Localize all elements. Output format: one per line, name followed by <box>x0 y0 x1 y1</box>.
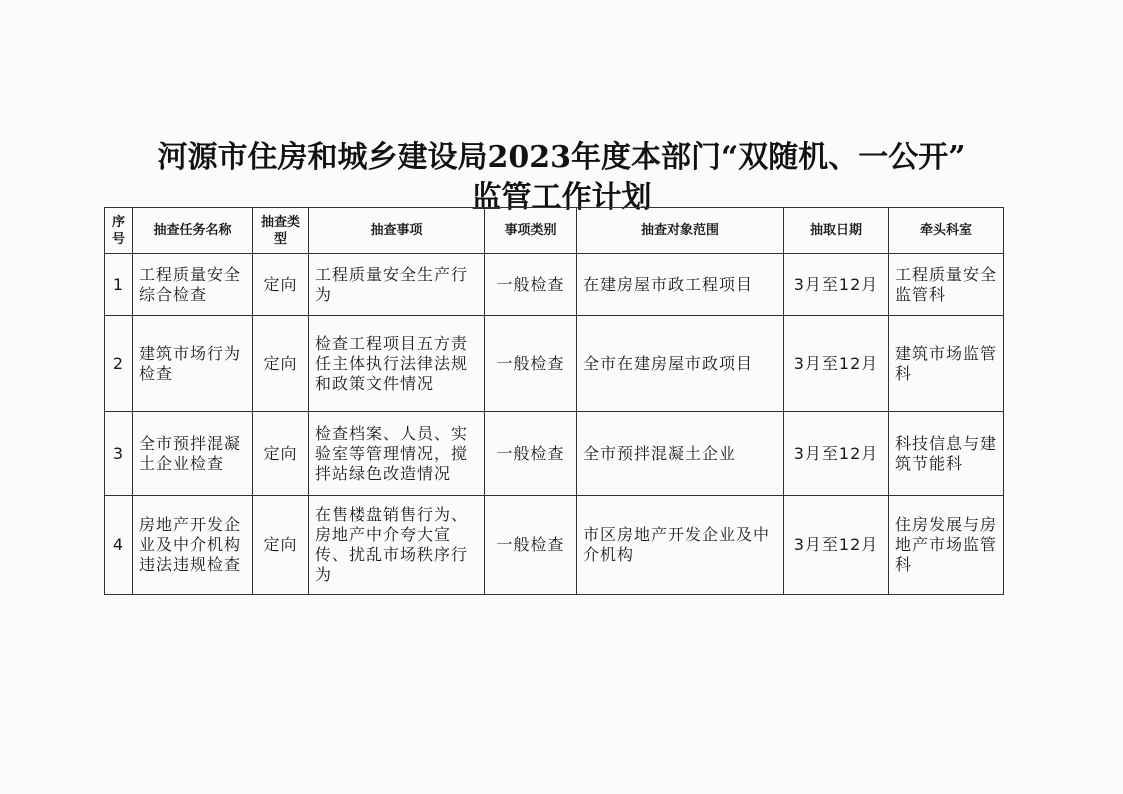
cell-draw-date: 3月至12月 <box>784 412 889 496</box>
cell-draw-date: 3月至12月 <box>784 496 889 595</box>
table-row <box>105 254 1004 316</box>
cell-seq: 1 <box>105 254 133 316</box>
cell-check-items: 检查工程项目五方责任主体执行法律法规和政策文件情况 <box>309 316 485 412</box>
cell-item-category: 一般检查 <box>485 412 577 496</box>
cell-check-type: 定向 <box>253 254 309 316</box>
cell-lead-department: 建筑市场监管科 <box>889 316 1004 412</box>
cell-lead-department: 科技信息与建筑节能科 <box>889 412 1004 496</box>
document-subtitle: 监管工作计划 <box>471 180 652 215</box>
cell-task-name: 建筑市场行为检查 <box>133 316 253 412</box>
inspection-plan-table <box>104 207 1004 595</box>
cell-seq: 2 <box>105 316 133 412</box>
cell-check-items: 在售楼盘销售行为、房地产中介夸大宣传、扰乱市场秩序行为 <box>309 496 485 595</box>
cell-check-type: 定向 <box>253 316 309 412</box>
cell-seq: 3 <box>105 412 133 496</box>
cell-item-category: 一般检查 <box>485 316 577 412</box>
cell-draw-date: 3月至12月 <box>784 254 889 316</box>
cell-target-scope: 市区房地产开发企业及中介机构 <box>577 496 784 595</box>
cell-item-category: 一般检查 <box>485 254 577 316</box>
cell-lead-department: 工程质量安全监管科 <box>889 254 1004 316</box>
table-row <box>105 496 1004 595</box>
table-row <box>105 316 1004 412</box>
cell-check-items: 工程质量安全生产行为 <box>309 254 485 316</box>
header-lead-department: 牵头科室 <box>889 208 1004 254</box>
cell-check-type: 定向 <box>253 412 309 496</box>
header-check-items: 抽查事项 <box>309 208 485 254</box>
cell-target-scope: 在建房屋市政工程项目 <box>577 254 784 316</box>
header-target-scope: 抽查对象范围 <box>577 208 784 254</box>
document-title: 河源市住房和城乡建设局2023年度本部门“双随机、一公开” <box>157 140 966 175</box>
cell-lead-department: 住房发展与房地产市场监管科 <box>889 496 1004 595</box>
header-item-category: 事项类别 <box>485 208 577 254</box>
cell-item-category: 一般检查 <box>485 496 577 595</box>
cell-target-scope: 全市在建房屋市政项目 <box>577 316 784 412</box>
cell-check-items: 检查档案、人员、实验室等管理情况，搅拌站绿色改造情况 <box>309 412 485 496</box>
cell-task-name: 全市预拌混凝土企业检查 <box>133 412 253 496</box>
header-task-name: 抽查任务名称 <box>133 208 253 254</box>
header-seq: 序号 <box>105 208 133 254</box>
cell-target-scope: 全市预拌混凝土企业 <box>577 412 784 496</box>
cell-task-name: 工程质量安全综合检查 <box>133 254 253 316</box>
cell-check-type: 定向 <box>253 496 309 595</box>
table-header-row <box>105 208 1004 254</box>
table-row <box>105 412 1004 496</box>
cell-seq: 4 <box>105 496 133 595</box>
header-draw-date: 抽取日期 <box>784 208 889 254</box>
cell-task-name: 房地产开发企业及中介机构违法违规检查 <box>133 496 253 595</box>
header-check-type: 抽查类型 <box>253 208 309 254</box>
cell-draw-date: 3月至12月 <box>784 316 889 412</box>
